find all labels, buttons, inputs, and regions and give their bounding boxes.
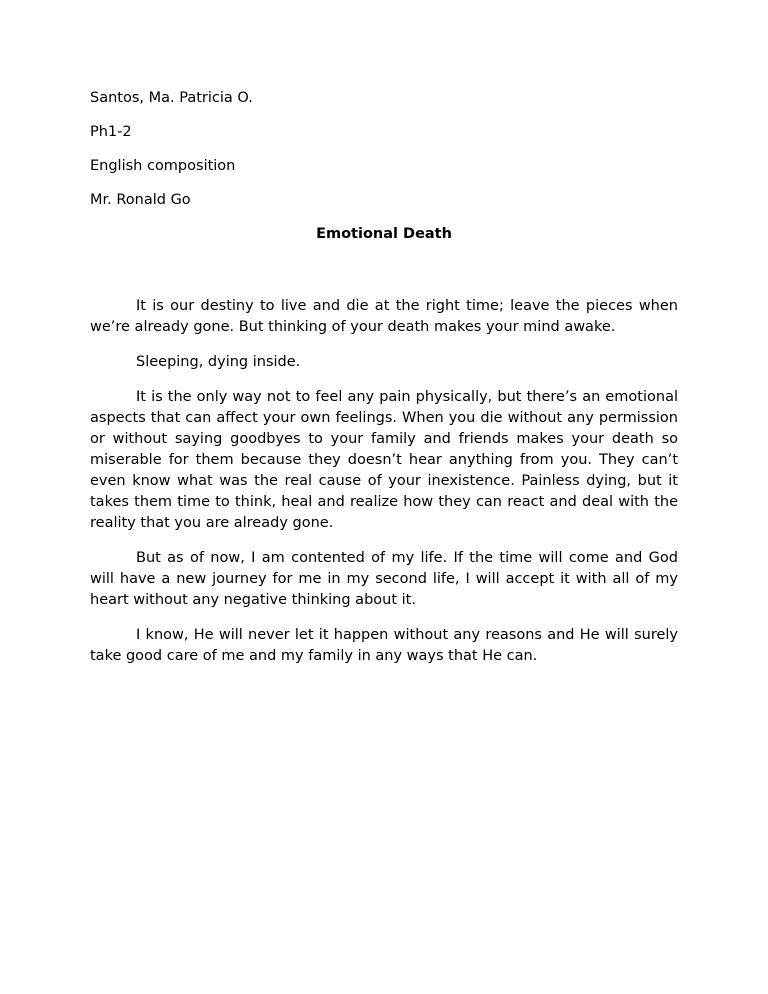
document-page [90,88,678,681]
paragraph-sleeping: Sleeping, dying inside. [136,354,301,370]
paragraph-emotional-aspects: It is the only way not to feel any pain physically, but there’s an emotional aspects that can affect your own feelings. When you die without any permission or without saying goodbyes to your family and friends makes your death so miserable for them because they doesn’t hear anything from you. They can’t even know what was the real cause of your inexistence. Painless dying, but it takes them time to think, heal and realize how they can react and deal with the reality that you are already gone. [90,389,678,531]
section-code: Ph1-2 [90,124,132,140]
paragraph-contented: But as of now, I am contented of my life. If the time will come and God will have a new journey for me in my second life, I will accept it with all of my heart without any negative thinking about it. [90,550,678,608]
essay-title: Emotional Death [316,226,452,242]
instructor-name: Mr. Ronald Go [90,192,191,208]
author-name: Santos, Ma. Patricia O. [90,90,253,106]
course-name: English composition [90,158,236,174]
paragraph-conclusion: I know, He will never let it happen without any reasons and He will surely take good care of me and my family in any ways that He can. [90,627,678,664]
paragraph-intro: It is our destiny to live and die at the right time; leave the pieces when we’re already gone. But thinking of your death makes your mind awake. [90,298,678,335]
